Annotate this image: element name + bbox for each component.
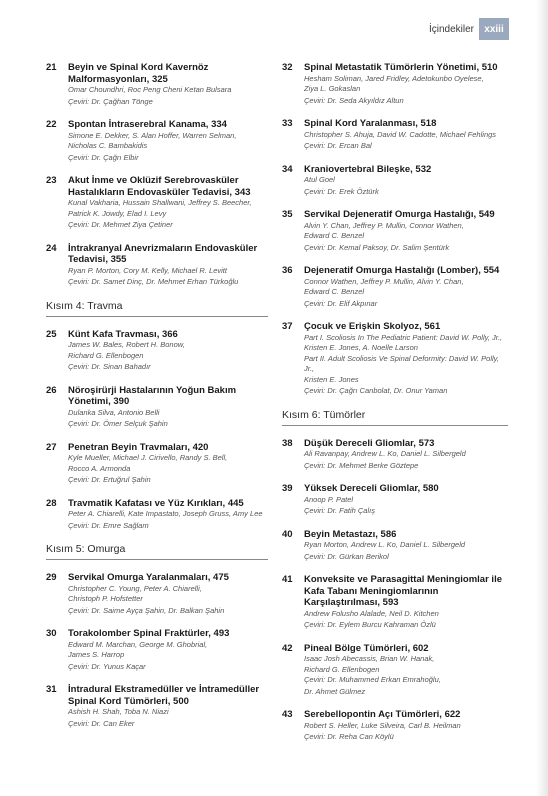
translator-line: Çeviri: Dr. Saime Ayça Şahin, Dr. Balkan Şahin (68, 605, 225, 615)
toc-entry[interactable] (46, 329, 268, 373)
translator-line: Çeviri: Dr. Ertuğrul Şahin (68, 475, 151, 484)
author-line: Ali Ravanpay, Andrew L. Ko, Daniel L. Silbergeld (304, 449, 466, 458)
translator-line: Çeviri: Dr. Eylem Burcu Kahraman Özlü (304, 620, 436, 629)
page-number-tab: xxiii (479, 18, 509, 40)
entry-body (304, 118, 508, 152)
chapter-title[interactable]: Nöroşirürji Hastalarının Yoğun Bakım Yönetimi, 390 (68, 384, 237, 407)
toc-entry[interactable] (46, 442, 268, 486)
author-line: Rocco A. Armonda (68, 463, 131, 473)
entry-body (304, 529, 508, 563)
toc-entry[interactable] (282, 643, 508, 698)
toc-entry[interactable] (46, 175, 268, 231)
translator-line: Çeviri: Dr. Can Eker (68, 718, 135, 728)
toc-entry[interactable] (282, 574, 508, 631)
toc-entry[interactable] (46, 628, 268, 672)
translator-line: Çeviri: Dr. Fatih Çalış (304, 506, 375, 515)
entry-body (68, 684, 268, 729)
author-line: Kristen E. Jones, A. Noelle Larson (304, 343, 418, 352)
entry-body (68, 442, 268, 486)
author-line: Çeviri: Dr. Muhammed Erkan Emrahoğlu, (304, 675, 441, 684)
chapter-title[interactable]: Spontan İntraserebral Kanama, 334 (68, 119, 227, 130)
translator-line: Çeviri: Dr. Sinan Bahadır (68, 362, 151, 371)
chapter-title[interactable]: İntradural Ekstramedüller ve İntramedüller Spinal Kord Tümörleri, 500 (68, 684, 260, 707)
author-line: Connor Wathen, Jeffrey P. Mullin, Alvin Y. Chan, (304, 276, 464, 286)
chapter-title[interactable]: Penetran Beyin Travmaları, 420 (68, 441, 209, 453)
author-line: Dulanka Silva, Antonio Belli (68, 407, 160, 417)
chapter-title[interactable]: Dejeneratif Omurga Hastalığı (Lomber), 554 (304, 265, 500, 276)
toc-entry[interactable] (46, 385, 268, 430)
chapter-title[interactable]: Spinal Kord Yaralanması, 518 (304, 118, 437, 129)
section-title: Kısım 6: Tümörler (282, 408, 366, 421)
chapter-number: 27 (46, 441, 57, 453)
toc-entry[interactable] (46, 684, 268, 729)
toc-entry[interactable] (46, 243, 268, 288)
author-line: Ryan Morton, Andrew L. Ko, Daniel L. Silbergeld (304, 540, 466, 549)
toc-entry[interactable] (46, 62, 268, 107)
chapter-title[interactable]: Çocuk ve Erişkin Skolyoz, 561 (304, 321, 441, 332)
chapter-number: 28 (46, 497, 57, 509)
author-line: James S. Harrop (68, 650, 125, 659)
section-heading (282, 409, 508, 426)
author-line: Ryan P. Morton, Cory M. Kelly, Michael R. Levitt (68, 265, 227, 275)
section-heading (46, 300, 268, 317)
author-line: Isaac Josh Abecassis, Brian W. Hanak, (304, 654, 435, 663)
chapter-number: 29 (46, 572, 57, 583)
author-line: Kunal Vakharia, Hussain Shallwani, Jeffrey S. Beecher, (68, 198, 252, 207)
toc-entry[interactable] (282, 164, 508, 198)
translator-line: Çeviri: Dr. Reha Can Köylü (304, 732, 394, 741)
entry-body (304, 164, 508, 198)
toc-entry[interactable] (282, 62, 508, 106)
chapter-number: 42 (282, 642, 293, 654)
chapter-title[interactable]: Torakolomber Spinal Fraktürler, 493 (68, 628, 230, 639)
chapter-number: 38 (282, 437, 293, 449)
translator-line: Çeviri: Dr. Elif Akpınar (304, 298, 378, 308)
entry-body (304, 265, 508, 309)
translator-line: Çeviri: Dr. Ömer Selçuk Şahin (68, 419, 168, 428)
chapter-title[interactable]: Servikal Dejeneratif Omurga Hastalığı, 549 (304, 209, 495, 220)
author-line: Andrew Folusho Alalade, Neil D. Kitchen (304, 608, 439, 618)
section-heading (46, 543, 268, 560)
entry-body (68, 329, 268, 373)
translator-line: Çeviri: Dr. Seda Akyıldız Altun (304, 95, 404, 105)
chapter-title[interactable]: Kraniovertebral Bileşke, 532 (304, 163, 432, 175)
entry-body (68, 498, 268, 532)
author-line: Nicholas C. Bambakidis (68, 141, 148, 150)
chapter-title[interactable]: Serebellopontin Açı Tümörleri, 622 (304, 709, 461, 720)
chapter-number: 43 (282, 709, 293, 720)
chapter-title[interactable]: Düşük Dereceli Gliomlar, 573 (304, 437, 435, 449)
section-title: Kısım 5: Omurga (46, 543, 126, 555)
author-line: Christopher C. Young, Peter A. Chiarelli, (68, 583, 202, 593)
toc-entry[interactable] (282, 483, 508, 517)
toc-entry[interactable] (282, 118, 508, 152)
toc-entry[interactable] (46, 572, 268, 616)
translator-line: Çeviri: Dr. Kemal Paksoy, Dr. Salim Şentürk (304, 242, 450, 252)
chapter-title[interactable]: Yüksek Dereceli Gliomlar, 580 (304, 483, 439, 494)
chapter-title[interactable]: Beyin ve Spinal Kord Kavernöz Malformasyonları, 325 (68, 62, 209, 85)
entry-body (304, 574, 508, 631)
chapter-number: 36 (282, 265, 293, 276)
entry-body (304, 321, 508, 397)
translator-line: Çeviri: Dr. Çağrı Elbir (68, 152, 139, 162)
entry-body (68, 385, 268, 430)
author-line: Robert S. Heller, Luke Silveira, Carl B. Heilman (304, 720, 461, 730)
author-line: Anoop P. Patel (304, 494, 354, 504)
entry-body (68, 572, 268, 616)
entry-body (68, 62, 268, 107)
entry-body (304, 643, 508, 698)
running-header: İçindekiler (428, 24, 474, 35)
chapter-title[interactable]: Spinal Metastatik Tümörlerin Yönetimi, 510 (304, 62, 498, 73)
entry-body (304, 62, 508, 106)
chapter-number: 24 (46, 242, 57, 254)
author-line: James W. Bales, Robert H. Bonow, (68, 340, 185, 349)
author-line: Christopher S. Ahuja, David W. Cadotte, Michael Fehlings (304, 129, 497, 139)
chapter-number: 39 (282, 483, 293, 494)
translator-line: Çeviri: Dr. Mehmet Berke Göztepe (304, 460, 419, 470)
translator-line: Çeviri: Dr. Mehmet Ziya Çetiner (68, 220, 173, 229)
toc-entry[interactable] (282, 209, 508, 253)
author-line: Patrick K. Jowdy, Elad I. Levy (68, 208, 167, 218)
chapter-number: 34 (282, 163, 293, 175)
toc-right-column (282, 62, 508, 755)
chapter-number: 22 (46, 119, 57, 130)
translator-line: Çeviri: Dr. Çağrı Canbolat, Dr. Onur Yaman (304, 386, 448, 395)
entry-body (68, 119, 268, 163)
translator-line: Çeviri: Dr. Yunus Kaçar (68, 661, 146, 671)
translator-line: Çeviri: Dr. Çağhan Tönge (68, 96, 153, 106)
author-line: Richard G. Ellenbogen (304, 664, 380, 674)
author-line: Simone E. Dekker, S. Alan Hoffer, Warren Selman, (68, 130, 237, 140)
section-title: Kısım 4: Travma (46, 299, 123, 312)
entry-body (304, 483, 508, 517)
toc-entry[interactable] (282, 438, 508, 472)
chapter-number: 33 (282, 118, 293, 129)
chapter-title[interactable]: Konveksite ve Parasagittal Meningiomlar ile Kafa Tabanı Meningiomlarının Karşılaştırılması, 593 (304, 574, 502, 608)
author-line: Part II. Adult Scoliosis Ve Spinal Deformity: David W. Polly, Jr., (304, 353, 499, 373)
section-divider (46, 316, 268, 317)
toc-entry[interactable] (46, 498, 268, 532)
chapter-number: 21 (46, 62, 57, 73)
author-line: Kristen E. Jones (304, 374, 359, 384)
translator-line: Çeviri: Dr. Gürkan Berikol (304, 551, 389, 561)
chapter-number: 30 (46, 628, 57, 639)
chapter-number: 23 (46, 175, 57, 186)
chapter-title[interactable]: Akut İnme ve Oklüzif Serebrovasküler Hastalıkların Endovasküler Tedavisi, 343 (68, 175, 251, 198)
author-line: Ashish H. Shah, Toba N. Niazi (68, 707, 169, 716)
translator-line: Çeviri: Dr. Emre Sağlam (68, 520, 149, 530)
page-edge-shadow (536, 0, 548, 796)
entry-body (68, 628, 268, 672)
author-line: Edward C. Benzel (304, 287, 365, 296)
author-line: Omar Choundhri, Roc Peng Cheni Ketan Bulsara (68, 85, 232, 94)
author-line: Edward C. Benzel (304, 231, 365, 240)
chapter-title[interactable]: Servikal Omurga Yaralanmaları, 475 (68, 572, 229, 583)
toc-entry[interactable] (282, 529, 508, 563)
chapter-title[interactable]: Travmatik Kafatası ve Yüz Kırıkları, 445 (68, 497, 244, 509)
author-line: Part I. Scoliosis In The Pediatric Patient: David W. Polly, Jr., (304, 332, 503, 342)
author-line: Ziya L. Gokaslan (304, 84, 361, 93)
chapter-number: 25 (46, 328, 57, 340)
entry-body (68, 175, 268, 231)
entry-body (304, 709, 508, 743)
entry-body (304, 209, 508, 253)
chapter-number: 26 (46, 384, 57, 396)
toc-left-column (46, 62, 268, 741)
entry-body (304, 438, 508, 472)
chapter-title[interactable]: Künt Kafa Travması, 366 (68, 328, 178, 340)
author-line: Atul Goel (304, 175, 335, 184)
author-line: Kyle Mueller, Michael J. Cirivello, Randy S. Bell, (68, 453, 228, 462)
section-divider (46, 559, 268, 560)
chapter-number: 35 (282, 209, 293, 220)
chapter-title[interactable]: Beyin Metastazı, 586 (304, 528, 397, 540)
section-divider (282, 425, 508, 426)
author-line: Peter A. Chiarelli, Kate Impastato, Joseph Gruss, Amy Lee (68, 509, 263, 518)
entry-body (68, 243, 268, 288)
chapter-number: 32 (282, 62, 293, 73)
author-line: Hesham Soliman, Jared Fridley, Adetokunbo Oyelese, (304, 73, 484, 83)
chapter-number: 41 (282, 574, 293, 585)
translator-line: Çeviri: Dr. Ercan Bal (304, 141, 372, 150)
chapter-title[interactable]: İntrakranyal Anevrizmaların Endovasküler Tedavisi, 355 (68, 242, 258, 265)
chapter-number: 37 (282, 321, 293, 332)
chapter-title[interactable]: Pineal Bölge Tümörleri, 602 (304, 642, 429, 654)
chapter-number: 31 (46, 684, 57, 695)
translator-line: Çeviri: Dr. Samet Dinç, Dr. Mehmet Erhan Türkoğlu (68, 277, 239, 286)
toc-entry[interactable] (282, 321, 508, 397)
author-line: Edward M. Marchan, George M. Ghobrial, (68, 639, 208, 649)
translator-line: Çeviri: Dr. Erek Öztürk (304, 186, 379, 196)
toc-entry[interactable] (282, 709, 508, 743)
author-line: Christoph P. Hofstetter (68, 594, 143, 603)
author-line: Alvin Y. Chan, Jeffrey P. Mullin, Connor Wathen, (304, 220, 464, 230)
toc-entry[interactable] (282, 265, 508, 309)
author-line: Richard G. Ellenbogen (68, 350, 144, 360)
translator-line: Dr. Ahmet Gülmez (304, 686, 366, 696)
toc-entry[interactable] (46, 119, 268, 163)
chapter-number: 40 (282, 528, 293, 540)
